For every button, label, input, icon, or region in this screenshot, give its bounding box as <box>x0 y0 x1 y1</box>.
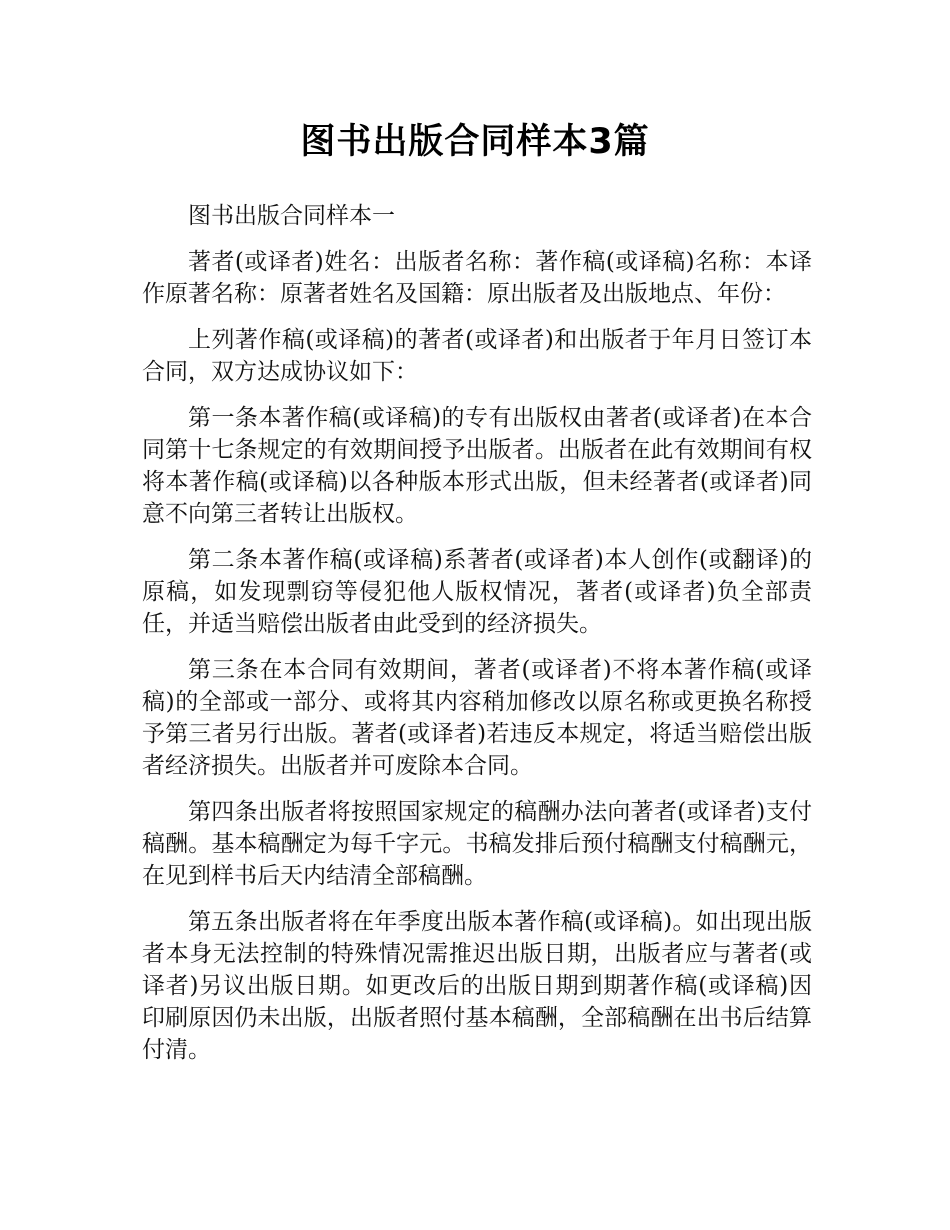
paragraph-agreement-intro: 上列著作稿(或译稿)的著者(或译者)和出版者于年月日签订本合同，双方达成协议如下： <box>142 327 812 385</box>
paragraph-sample-heading: 图书出版合同样本一 <box>188 203 395 229</box>
paragraph-article-3: 第三条在本合同有效期间，著者(或译者)不将本著作稿(或译稿)的全部或一部分、或将其内容稍加修改以原名称或更换名称授予第三者另行出版。著者(或译者)若违反本规定，将适当赔偿出版者经济损失。出版者并可废除本合同。 <box>142 657 812 779</box>
document-body <box>142 200 812 1080</box>
document-title: 图书出版合同样本3篇 <box>300 122 650 162</box>
paragraph-article-2: 第二条本著作稿(或译稿)系著者(或译者)本人创作(或翻译)的原稿，如发现剽窃等侵犯他人版权情况，著者(或译者)负全部责任，并适当赔偿出版者由此受到的经济损失。 <box>142 547 812 637</box>
paragraph-article-5: 第五条出版者将在年季度出版本著作稿(或译稿)。如出现出版者本身无法控制的特殊情况需推迟出版日期，出版者应与著者(或译者)另议出版日期。如更改后的出版日期到期著作稿(或译稿)因印刷原因仍未出版，出版者照付基本稿酬，全部稿酬在出书后结算付清。 <box>142 909 812 1063</box>
paragraph-article-1: 第一条本著作稿(或译稿)的专有出版权由著者(或译者)在本合同第十七条规定的有效期间授予出版者。出版者在此有效期间有权将本著作稿(或译稿)以各种版本形式出版，但未经著者(或译者)同意不向第三者转让出版权。 <box>142 405 812 527</box>
paragraph-parties-info: 著者(或译者)姓名：出版者名称：著作稿(或译稿)名称：本译作原著名称：原著者姓名及国籍：原出版者及出版地点、年份： <box>142 249 812 307</box>
paragraph-article-4: 第四条出版者将按照国家规定的稿酬办法向著者(或译者)支付稿酬。基本稿酬定为每千字元。书稿发排后预付稿酬支付稿酬元，在见到样书后天内结清全部稿酬。 <box>142 799 812 889</box>
